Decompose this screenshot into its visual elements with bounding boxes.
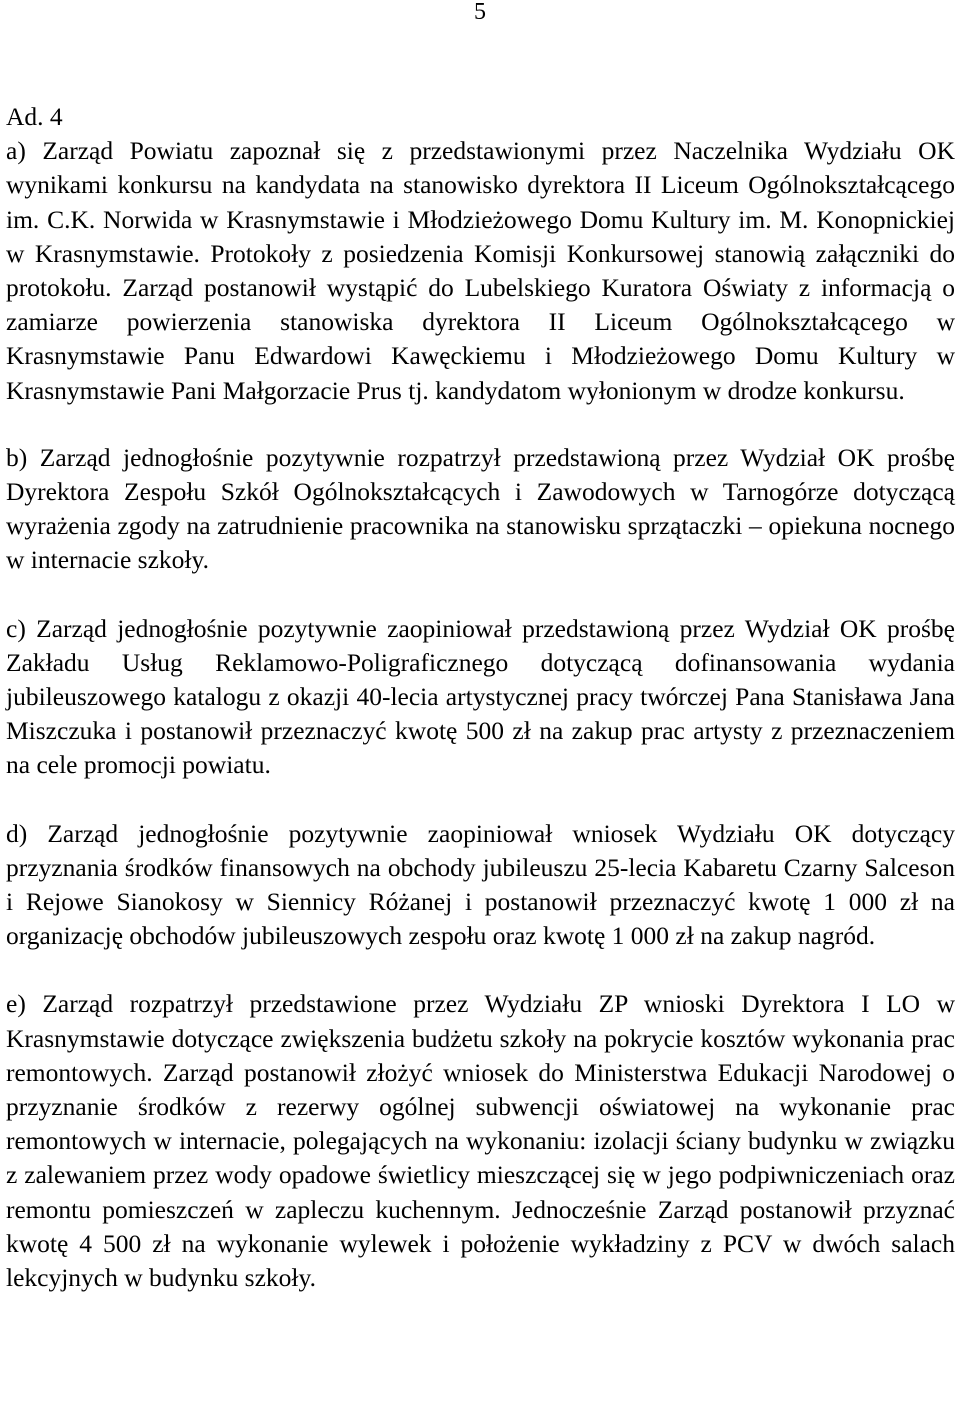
paragraph-b: b) Zarząd jednogłośnie pozytywnie rozpatrzył przedstawioną przez Wydział OK prośbę Dyrektora Zespołu Szkół Ogólnokształcących i Zawodowych w Tarnogórze dotyczącą wyrażenia zgody na zatrudnienie pracownika na stanowisku sprzątaczki – opiekuna nocnego w internacie szkoły. [6,442,955,575]
paragraph-a: a) Zarząd Powiatu zapoznał się z przedstawionymi przez Naczelnika Wydziału OK wynikami konkursu na kandydata na stanowisko dyrektora II Liceum Ogólnokształcącego im. C.K. Norwida w Krasnymstawie i Młodzieżowego Domu Kultury im. M. Konopnickiej w Krasnymstawie. Protokoły z posiedzenia Komisji Konkursowej stanowią załączniki do protokołu. Zarząd postanowił wystąpić do Lubelskiego Kuratora Oświaty z informacją o zamiarze powierzenia stanowiska dyrektora II Liceum Ogólnokształcącego w Krasnymstawie Panu Edwardowi Kawęckiemu i Młodzieżowego Domu Kultury w Krasnymstawie Pani Małgorzacie Prus tj. kandydatom wyłonionym w drodze konkursu. [6,136,955,405]
section-heading: Ad. 4 [6,102,63,131]
document-body [6,100,955,1329]
paragraph-e: e) Zarząd rozpatrzył przedstawione przez Wydziału ZP wnioski Dyrektora I LO w Krasnymstawie dotyczące zwiększenia budżetu szkoły na pokrycie kosztów wykonania prac remontowych. Zarząd postanowił złożyć wniosek do Ministerstwa Edukacji Narodowej o przyznanie środków z rezerwy ogólnej subwencji oświatowej na wykonanie prac remontowych w internacie, polegających na wykonaniu: izolacji ściany budynku w związku z zalewaniem przez wody opadowe świetlicy mieszczącej się w jego podpiwniczeniach oraz remontu pomieszczeń w zapleczu kuchennym. Jednocześnie Zarząd postanowił przyznać kwotę 4 500 zł na wykonanie wylewek i położenie wykładziny z PCV w dwóch salach lekcyjnych w budynku szkoły. [6,989,955,1293]
paragraph-d: d) Zarząd jednogłośnie pozytywnie zaopiniował wniosek Wydziału OK dotyczący przyznania środków finansowych na obchody jubileuszu 25-lecia Kabaretu Czarny Salceson i Rejowe Sianokosy w Siennicy Różanej i postanowił przeznaczyć kwotę 1 000 zł na organizację obchodów jubileuszowych zespołu oraz kwotę 1 000 zł na zakup nagród. [6,818,955,951]
page-number: 5 [474,0,486,25]
paragraph-c: c) Zarząd jednogłośnie pozytywnie zaopiniował przedstawioną przez Wydział OK prośbę Zakładu Usług Reklamowo-Poligraficznego dotyczącą dofinansowania wydania jubileuszowego katalogu z okazji 40-lecia artystycznej pracy twórczej Pana Stanisława Jana Miszczuka i postanowił przeznaczyć kwotę 500 zł na zakup prac artysty z przeznaczeniem na cele promocji powiatu. [6,613,955,780]
